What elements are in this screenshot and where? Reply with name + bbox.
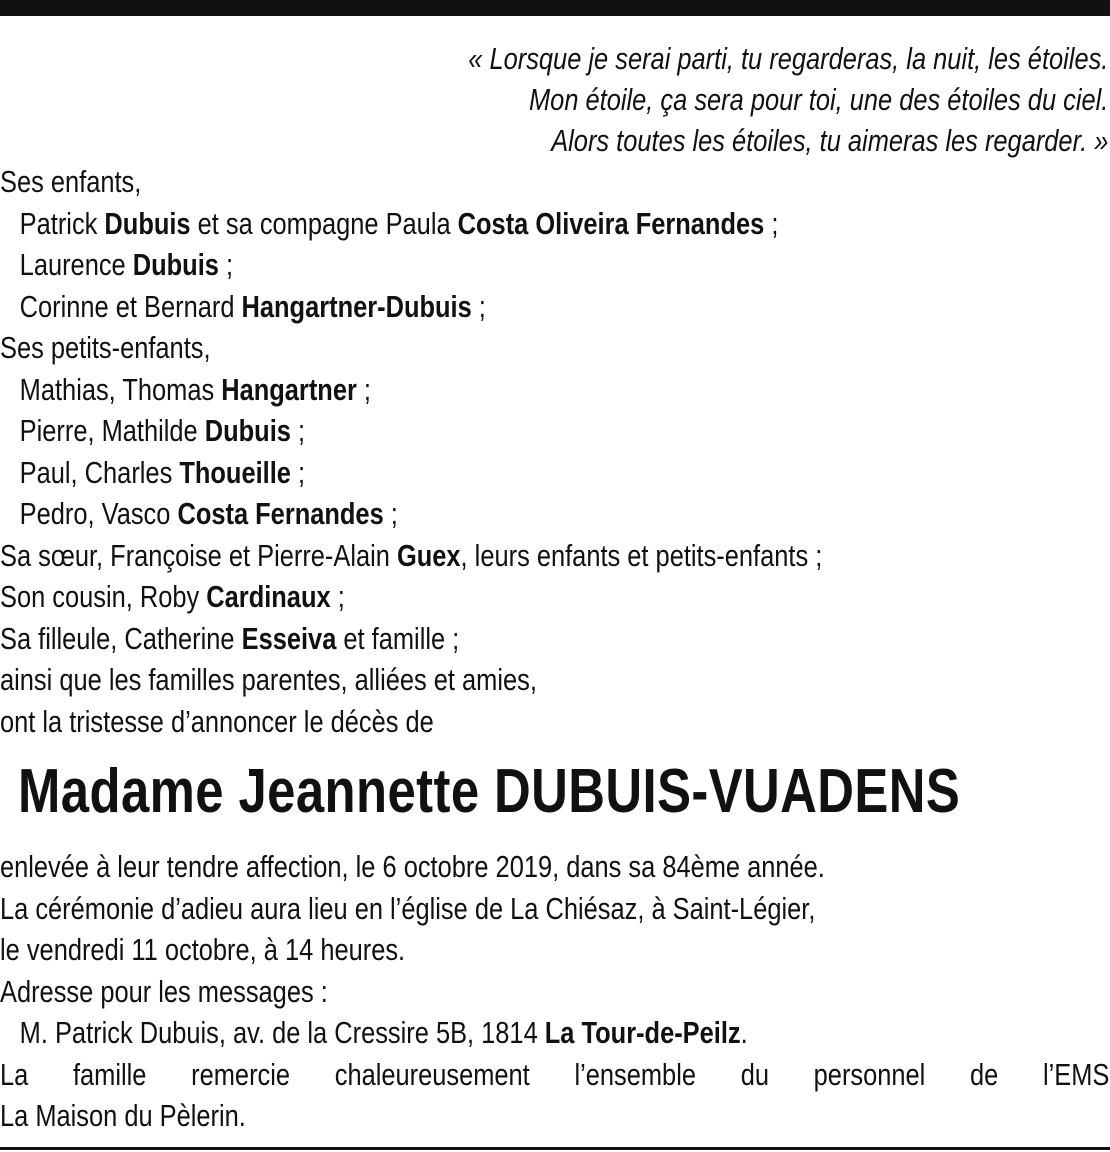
- epigraph-quote: [200, 38, 1110, 161]
- grandchild-line-2: Pierre, Mathilde Dubuis ;: [19, 413, 306, 448]
- children-heading: Ses enfants,: [0, 164, 142, 199]
- top-rule: [0, 0, 1110, 16]
- grandchild-line-3: Paul, Charles Thoueille ;: [19, 454, 306, 490]
- obituary-notice: [0, 38, 1110, 1137]
- detail-line-4: Adresse pour les messages :: [0, 973, 328, 1009]
- child-line-2: Laurence Dubuis ;: [19, 247, 234, 282]
- detail-line-1: enlevée à leur tendre affection, le 6 octobre 2019, dans sa 84ème année.: [0, 849, 825, 884]
- grandchildren-heading: Ses petits-enfants,: [0, 330, 211, 365]
- deceased-name: Madame Jeannette DUBUIS-VUADENS: [18, 757, 961, 826]
- quote-line-2: Mon étoile, ça sera pour toi, une des étoiles du ciel.: [529, 82, 1109, 117]
- goddaughter-line: Sa filleule, Catherine Esseiva et famille ;: [0, 620, 460, 656]
- child-line-3: Corinne et Bernard Hangartner-Dubuis ;: [19, 288, 486, 324]
- family-list: [0, 161, 1109, 1137]
- child-line-1: Patrick Dubuis et sa compagne Paula Costa Oliveira Fernandes ;: [19, 205, 779, 241]
- bottom-rule: [0, 1147, 1110, 1150]
- grandchild-line-1: Mathias, Thomas Hangartner ;: [19, 371, 371, 407]
- thanks-line: La famille remercie chaleureusement l’ensemble du personnel de l’EMS: [0, 1056, 1110, 1092]
- quote-line-3: Alors toutes les étoiles, tu aimeras les regarder. »: [551, 123, 1109, 158]
- families-line: ainsi que les familles parentes, alliées et amies,: [0, 662, 537, 697]
- grandchild-line-4: Pedro, Vasco Costa Fernandes ;: [19, 496, 398, 531]
- detail-line-2: La cérémonie d’adieu aura lieu en l’église de La Chiésaz, à Saint-Légier,: [0, 890, 816, 926]
- detail-line-3: le vendredi 11 octobre, à 14 heures.: [0, 932, 406, 967]
- sister-line: Sa sœur, Françoise et Pierre-Alain Guex, leurs enfants et petits-enfants ;: [0, 537, 823, 573]
- announce-line: ont la tristesse d’annoncer le décès de: [0, 703, 434, 739]
- address-line: M. Patrick Dubuis, av. de la Cressire 5B, 1814 La Tour-de-Peilz.: [19, 1015, 748, 1050]
- thanks-line-end: La Maison du Pèlerin.: [0, 1098, 246, 1133]
- cousin-line: Son cousin, Roby Cardinaux ;: [0, 579, 345, 614]
- quote-line-1: « Lorsque je serai parti, tu regarderas, la nuit, les étoiles.: [468, 41, 1109, 76]
